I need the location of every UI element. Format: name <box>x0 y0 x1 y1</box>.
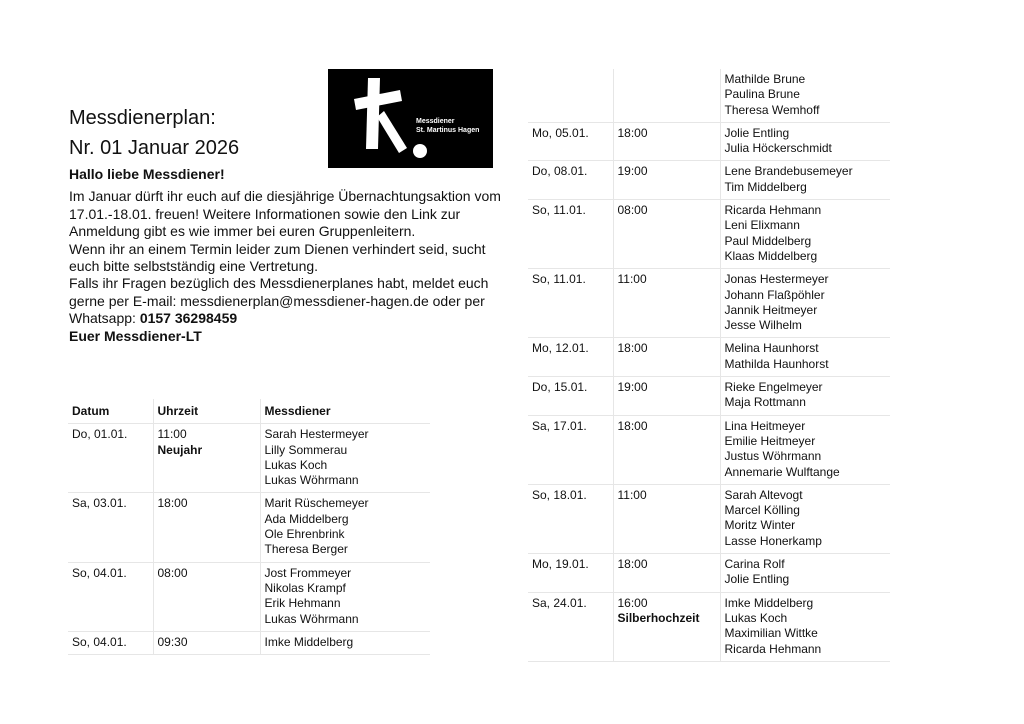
time-value: 11:00 <box>617 487 647 502</box>
cell-time <box>613 415 720 484</box>
contact-text: Falls ihr Fragen bezüglich des Messdienerplanes habt, meldet euch gerne per E-mail: messdienerplan@messdiener-hagen.de oder per Whatsapp: <box>69 275 489 327</box>
time-value: 09:30 <box>157 634 188 649</box>
cell-time <box>153 493 260 562</box>
time-value: 19:00 <box>617 164 648 179</box>
table-header-row <box>68 399 430 424</box>
server-name: Ada Middelberg <box>264 511 349 526</box>
server-name: Jolie Entling <box>724 572 790 587</box>
server-name: Lukas Wöhrmann <box>264 473 359 488</box>
cell-servers <box>720 484 890 553</box>
server-name: Jonas Hestermeyer <box>724 272 829 287</box>
server-name: Maximilian Wittke <box>724 626 818 641</box>
cell-time <box>613 161 720 200</box>
server-name: Imke Middelberg <box>264 634 354 649</box>
cell-servers <box>720 592 890 661</box>
server-name: Jolie Entling <box>724 125 790 140</box>
occasion-note: Silberhochzeit <box>617 610 700 625</box>
signature: Euer Messdiener-LT <box>69 327 202 344</box>
server-name: Jesse Wilhelm <box>724 318 802 333</box>
table-row <box>528 554 890 593</box>
cell-date: Mo, 12.01. <box>528 338 613 377</box>
cell-time <box>153 562 260 631</box>
cell-servers <box>720 69 890 122</box>
server-name: Ricarda Hehmann <box>724 641 822 656</box>
server-name: Emilie Heitmeyer <box>724 433 816 448</box>
cell-time <box>613 122 720 161</box>
cell-date: So, 11.01. <box>528 269 613 338</box>
cell-time <box>613 69 720 122</box>
cell-servers <box>260 424 430 493</box>
cell-servers <box>720 338 890 377</box>
table-row <box>68 631 430 654</box>
cell-time <box>613 338 720 377</box>
server-name: Paulina Brune <box>724 87 800 102</box>
whatsapp-number: 0157 36298459 <box>139 310 238 327</box>
server-name: Rieke Engelmeyer <box>724 380 823 395</box>
time-value: 11:00 <box>157 427 187 442</box>
cell-date: So, 04.01. <box>68 631 153 654</box>
server-name: Mathilde Brune <box>724 72 806 86</box>
time-value: 08:00 <box>157 565 188 580</box>
cell-date: Mo, 19.01. <box>528 554 613 593</box>
server-name: Sarah Hestermeyer <box>264 427 369 442</box>
table-row <box>528 592 890 661</box>
server-name: Melina Haunhorst <box>724 341 819 356</box>
time-value: 18:00 <box>617 557 648 572</box>
cell-date: Sa, 24.01. <box>528 592 613 661</box>
server-name: Mathilda Haunhorst <box>724 356 829 371</box>
server-name: Johann Flaßpöhler <box>724 287 825 302</box>
table-row <box>528 200 890 269</box>
table-row <box>68 424 430 493</box>
page-title: Messdienerplan: <box>69 107 216 129</box>
table-row <box>528 69 890 122</box>
time-value: 18:00 <box>157 496 188 511</box>
cell-servers <box>720 122 890 161</box>
time-value: 18:00 <box>617 341 648 356</box>
table-row <box>528 161 890 200</box>
logo-text-line1: Messdiener <box>416 118 455 125</box>
server-name: Theresa Berger <box>264 542 348 557</box>
cell-time <box>613 200 720 269</box>
table-row <box>528 122 890 161</box>
server-name: Nikolas Krampf <box>264 580 346 595</box>
server-name: Erik Hehmann <box>264 596 341 611</box>
intro-text <box>69 166 509 345</box>
server-name: Ricarda Hehmann <box>724 203 822 218</box>
cell-time <box>613 554 720 593</box>
time-value: 18:00 <box>617 125 648 140</box>
server-name: Lukas Koch <box>724 610 788 625</box>
cell-date: Sa, 17.01. <box>528 415 613 484</box>
server-name: Jost Frommeyer <box>264 565 352 580</box>
cell-servers <box>720 161 890 200</box>
occasion-note: Neujahr <box>157 442 203 457</box>
cell-date: Sa, 03.01. <box>68 493 153 562</box>
intro-paragraph-1: Im Januar dürft ihr euch auf die diesjährige Übernachtungsaktion vom 17.01.-18.01. freuen! Weitere Informationen sowie den Link zur Anmeldung gibt es wie immer bei euren Gruppenleitern. <box>69 188 501 240</box>
server-name: Marcel Kölling <box>724 503 800 518</box>
table-row <box>528 338 890 377</box>
page-subtitle: Nr. 01 Januar 2026 <box>69 137 240 159</box>
table-row <box>68 493 430 562</box>
server-name: Julia Höckerschmidt <box>724 141 832 156</box>
cell-servers <box>260 631 430 654</box>
cell-servers <box>720 269 890 338</box>
time-value: 19:00 <box>617 380 648 395</box>
logo-text-line2: St. Martinus Hagen <box>416 127 480 134</box>
table-row <box>528 484 890 553</box>
cell-time <box>613 592 720 661</box>
time-value: 11:00 <box>617 272 647 287</box>
cell-date <box>528 69 613 122</box>
server-name: Lene Brandebusemeyer <box>724 164 853 179</box>
cell-time <box>613 269 720 338</box>
server-name: Jannik Heitmeyer <box>724 302 818 317</box>
intro-paragraph-3 <box>69 275 509 327</box>
server-name: Tim Middelberg <box>724 179 807 194</box>
cell-time <box>153 424 260 493</box>
server-name: Marit Rüschemeyer <box>264 496 369 511</box>
table-row <box>68 562 430 631</box>
server-name: Sarah Altevogt <box>724 487 803 502</box>
server-name: Lina Heitmeyer <box>724 418 806 433</box>
cross-logo-icon <box>328 69 493 168</box>
cell-time <box>613 484 720 553</box>
cell-date: Do, 08.01. <box>528 161 613 200</box>
cell-date: Mo, 05.01. <box>528 122 613 161</box>
cell-servers <box>720 200 890 269</box>
header-time: Uhrzeit <box>153 399 260 424</box>
table-row <box>528 377 890 416</box>
cell-date: So, 11.01. <box>528 200 613 269</box>
cell-servers <box>720 415 890 484</box>
header-date: Datum <box>68 399 153 424</box>
cell-time <box>613 377 720 416</box>
server-name: Moritz Winter <box>724 518 796 533</box>
header-servers: Messdiener <box>260 399 430 424</box>
server-name: Lasse Honerkamp <box>724 533 822 548</box>
schedule-table-right <box>528 69 890 662</box>
greeting: Hallo liebe Messdiener! <box>69 166 225 182</box>
server-name: Annemarie Wulftange <box>724 464 840 479</box>
cell-date: Do, 15.01. <box>528 377 613 416</box>
server-name: Maja Rottmann <box>724 395 806 410</box>
server-name: Leni Elixmann <box>724 218 800 233</box>
messdiener-logo <box>328 69 493 168</box>
time-value: 16:00 <box>617 595 648 610</box>
cell-date: So, 18.01. <box>528 484 613 553</box>
server-name: Klaas Middelberg <box>724 248 818 263</box>
cell-date: Do, 01.01. <box>68 424 153 493</box>
cell-servers <box>720 554 890 593</box>
time-value: 18:00 <box>617 418 648 433</box>
schedule-table-left <box>68 399 430 655</box>
time-value: 08:00 <box>617 203 648 218</box>
intro-paragraph-2: Wenn ihr an einem Termin leider zum Dienen verhindert seid, sucht euch bitte selbstständig eine Vertretung. <box>69 240 486 275</box>
cell-date: So, 04.01. <box>68 562 153 631</box>
cell-servers <box>720 377 890 416</box>
server-name: Theresa Wemhoff <box>724 102 820 117</box>
cell-servers <box>260 493 430 562</box>
server-name: Ole Ehrenbrink <box>264 527 345 542</box>
server-name: Carina Rolf <box>724 557 785 572</box>
server-name: Paul Middelberg <box>724 233 812 248</box>
server-name: Justus Wöhrmann <box>724 449 822 464</box>
cell-time <box>153 631 260 654</box>
table-row <box>528 269 890 338</box>
server-name: Lukas Koch <box>264 457 328 472</box>
server-name: Imke Middelberg <box>724 595 814 610</box>
server-name: Lilly Sommerau <box>264 442 348 457</box>
table-row <box>528 415 890 484</box>
cell-servers <box>260 562 430 631</box>
server-name: Lukas Wöhrmann <box>264 611 359 626</box>
